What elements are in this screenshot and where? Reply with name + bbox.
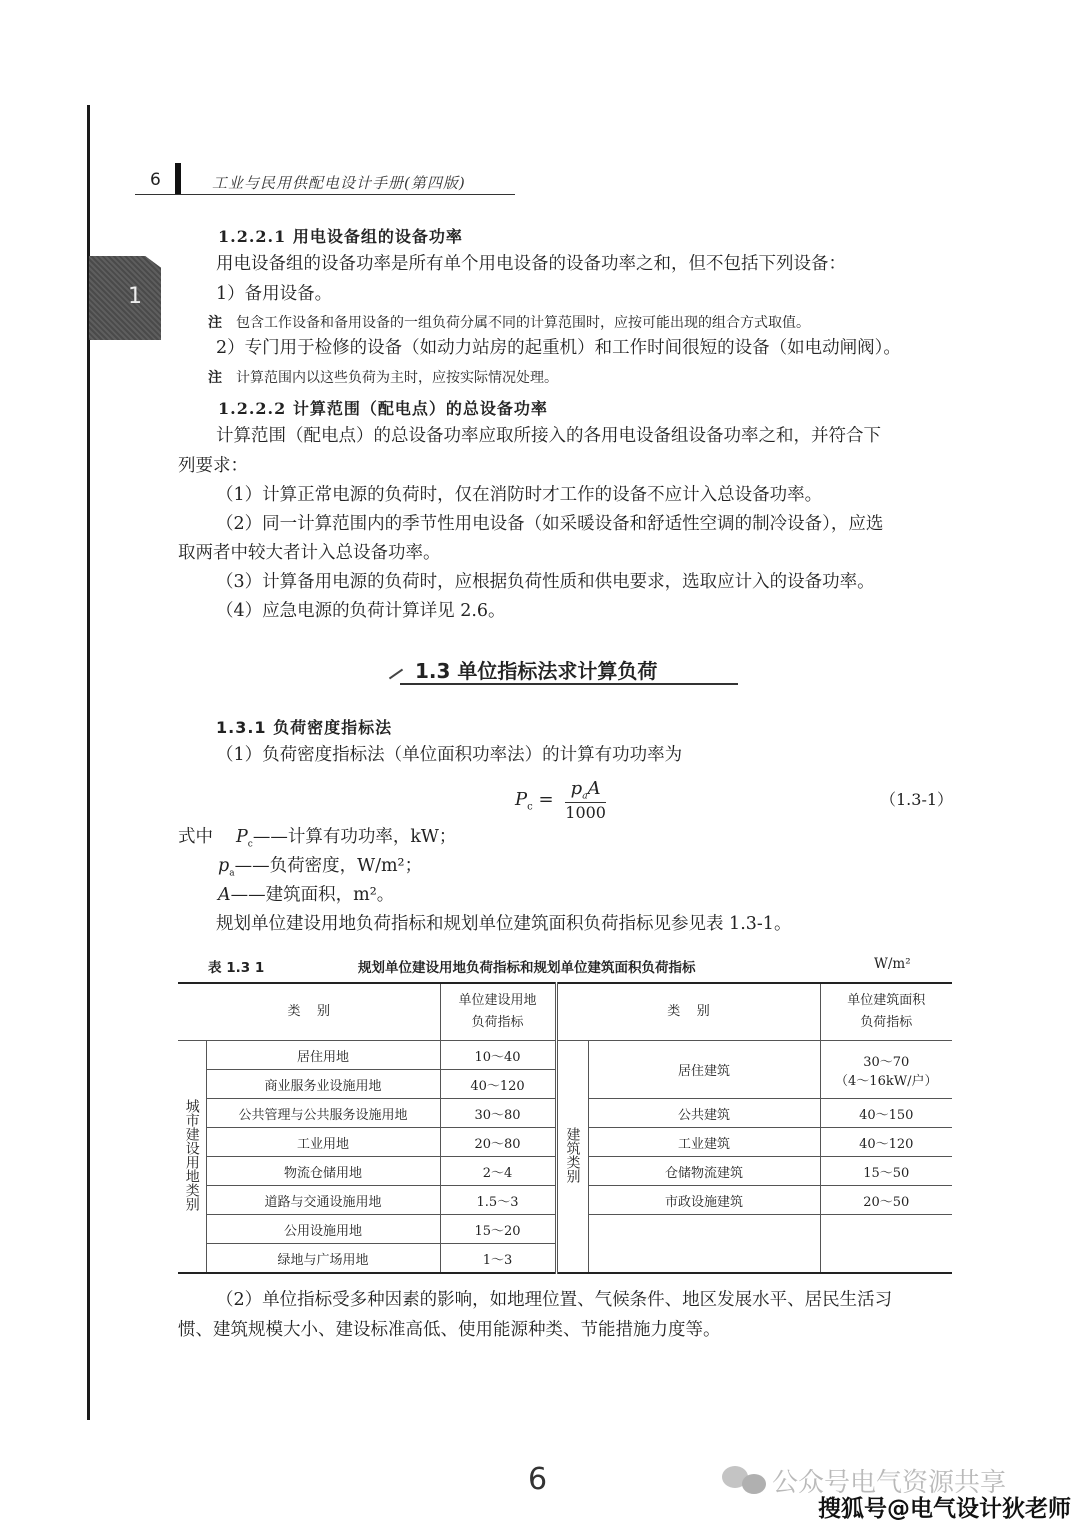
chapter-thumb-tab	[89, 256, 161, 340]
building-value-main: 30～70	[863, 1054, 910, 1070]
definition-symbol: A	[218, 885, 231, 905]
paragraph-continuation: 惯、建筑规模大小、建设标准高低、使用能源种类、节能措施力度等。	[178, 1320, 721, 1340]
note	[208, 367, 558, 387]
header-cell	[440, 983, 556, 1041]
header-building-category: 类 别	[667, 1004, 710, 1019]
chapter-tab-number: 1	[128, 284, 142, 309]
watermark-sohu: 搜狐号@电气设计狄老师	[818, 1496, 1071, 1522]
definition-text: ——建筑面积，m²。	[230, 885, 395, 905]
land-name: 居住用地	[206, 1041, 440, 1070]
building-value: 40～120	[820, 1128, 952, 1157]
land-name: 绿地与广场用地	[206, 1244, 440, 1274]
formula-equals: =	[532, 788, 560, 810]
note-label: 注	[208, 315, 222, 331]
table-caption: 规划单位建设用地负荷指标和规划单位建筑面积负荷指标	[358, 960, 696, 976]
definition-subscript: c	[247, 839, 253, 850]
header-land-index-line2: 负荷指标	[471, 1015, 524, 1030]
formula-fraction	[565, 778, 606, 822]
section-title-1-3: 1.3 单位指标法求计算负荷	[415, 659, 658, 683]
paragraph: 规划单位建设用地负荷指标和规划单位建筑面积负荷指标见参见表 1.3-1。	[216, 914, 792, 934]
definition-symbol: P	[236, 827, 248, 847]
building-name: 公共建筑	[588, 1099, 820, 1128]
table-unit: W/m²	[874, 956, 911, 972]
formula-denominator: 1000	[565, 802, 606, 822]
paragraph-continuation: 列要求：	[178, 456, 248, 476]
requirement-item: （3）计算备用电源的负荷时，应根据负荷性质和供电要求，选取应计入的设备功率。	[216, 572, 875, 592]
land-value: 2～4	[440, 1157, 556, 1186]
formula-numerator	[565, 778, 606, 803]
header-cell	[556, 983, 820, 1041]
table-number: 表 1.3 1	[208, 960, 265, 976]
land-value: 40～120	[440, 1070, 556, 1099]
definition-pc	[236, 827, 456, 855]
land-name: 工业用地	[206, 1128, 440, 1157]
formula-lhs: P	[515, 788, 528, 810]
running-head-page-number: 6	[150, 170, 161, 190]
land-value: 1～3	[440, 1244, 556, 1274]
building-value	[820, 1041, 952, 1099]
building-group-label: 建筑类别	[564, 1126, 581, 1183]
table-row	[178, 1041, 952, 1070]
group-cell	[178, 1041, 206, 1274]
formula-1-3-1	[515, 778, 606, 822]
running-head-book-title: 工业与民用供配电设计手册(第四版)	[212, 174, 466, 192]
header-land-index-line1: 单位建设用地	[458, 993, 537, 1008]
formula-num-area: A	[587, 778, 601, 799]
list-item: 2）专门用于检修的设备（如动力站房的起重机）和工作时间很短的设备（如电动闸阀）。	[216, 338, 901, 358]
building-name: 居住建筑	[588, 1041, 820, 1099]
formula-num-subscript: a	[582, 791, 588, 802]
land-name: 物流仓储用地	[206, 1157, 440, 1186]
running-head-bar	[175, 163, 181, 195]
heading-1-2-2-2: 1.2.2.2 计算范围（配电点）的总设备功率	[218, 399, 548, 418]
building-name: 工业建筑	[588, 1128, 820, 1157]
land-group-label: 城市建设用地类别	[183, 1098, 200, 1211]
requirement-item: （1）计算正常电源的负荷时，仅在消防时才工作的设备不应计入总设备功率。	[216, 485, 823, 505]
paragraph: 用电设备组的设备功率是所有单个用电设备的设备功率之和，但不包括下列设备：	[216, 254, 846, 274]
land-name: 公用设施用地	[206, 1215, 440, 1244]
header-building-index-line2: 负荷指标	[860, 1015, 913, 1030]
land-value: 30～80	[440, 1099, 556, 1128]
building-value: 40～150	[820, 1099, 952, 1128]
section-title-flourish	[389, 669, 403, 680]
paragraph: （1）负荷密度指标法（单位面积功率法）的计算有功功率为	[216, 745, 683, 765]
building-name: 仓储物流建筑	[588, 1157, 820, 1186]
land-value: 1.5～3	[440, 1186, 556, 1215]
empty-cell	[588, 1215, 820, 1274]
section-title-rule	[400, 683, 738, 685]
definition-a	[218, 885, 394, 905]
header-cell	[820, 983, 952, 1041]
heading-1-3-1: 1.3.1 负荷密度指标法	[216, 718, 393, 737]
paragraph: （2）单位指标受多种因素的影响，如地理位置、气候条件、地区发展水平、居民生活习	[216, 1290, 893, 1310]
watermark-wechat: 公众号电气资源共享	[772, 1468, 1007, 1498]
equation-number: （1.3-1）	[880, 790, 954, 809]
note-text: 计算范围内以这些负荷为主时，应按实际情况处理。	[236, 370, 558, 386]
running-head-rule	[135, 194, 515, 195]
definition-pa	[218, 856, 422, 884]
note	[208, 312, 810, 332]
land-value: 10～40	[440, 1041, 556, 1070]
footer-page-number: 6	[528, 1462, 548, 1497]
building-value-note: （4～16kW/户）	[835, 1073, 938, 1089]
definition-text: ——负荷密度，W/m²；	[234, 856, 423, 876]
requirement-item: （2）同一计算范围内的季节性用电设备（如采暖设备和舒适性空调的制冷设备），应选	[216, 514, 884, 534]
definition-text: ——计算有功功率，kW；	[252, 827, 457, 847]
definition-symbol: p	[218, 856, 230, 876]
wechat-icon-secondary	[742, 1474, 766, 1494]
header-building-index-line1: 单位建筑面积	[847, 993, 926, 1008]
land-value: 20～80	[440, 1128, 556, 1157]
group-cell	[556, 1041, 588, 1274]
building-name: 市政设施建筑	[588, 1186, 820, 1215]
requirement-item-continuation: 取两者中较大者计入总设备功率。	[178, 543, 441, 563]
header-land-category: 类 别	[287, 1004, 331, 1019]
header-cell	[178, 983, 440, 1041]
land-name: 商业服务业设施用地	[206, 1070, 440, 1099]
formula-lhs-subscript: c	[527, 801, 533, 813]
note-label: 注	[208, 370, 222, 386]
table-header-row	[178, 983, 952, 1041]
note-text: 包含工作设备和备用设备的一组负荷分属不同的计算范围时，应按可能出现的组合方式取值。	[236, 315, 810, 331]
formula-num-symbol: p	[570, 778, 583, 799]
heading-1-2-2-1: 1.2.2.1 用电设备组的设备功率	[218, 227, 463, 246]
load-index-table	[178, 982, 952, 1274]
building-value: 15～50	[820, 1157, 952, 1186]
definition-subscript: a	[229, 868, 235, 879]
list-item: 1）备用设备。	[216, 284, 333, 304]
requirement-item: （4）应急电源的负荷计算详见 2.6。	[216, 601, 506, 621]
where-label: 式中	[178, 827, 213, 847]
land-value: 15～20	[440, 1215, 556, 1244]
empty-cell	[820, 1215, 952, 1274]
paragraph: 计算范围（配电点）的总设备功率应取所接入的各用电设备组设备功率之和，并符合下	[216, 426, 881, 446]
land-name: 道路与交通设施用地	[206, 1186, 440, 1215]
land-name: 公共管理与公共服务设施用地	[206, 1099, 440, 1128]
building-value: 20～50	[820, 1186, 952, 1215]
